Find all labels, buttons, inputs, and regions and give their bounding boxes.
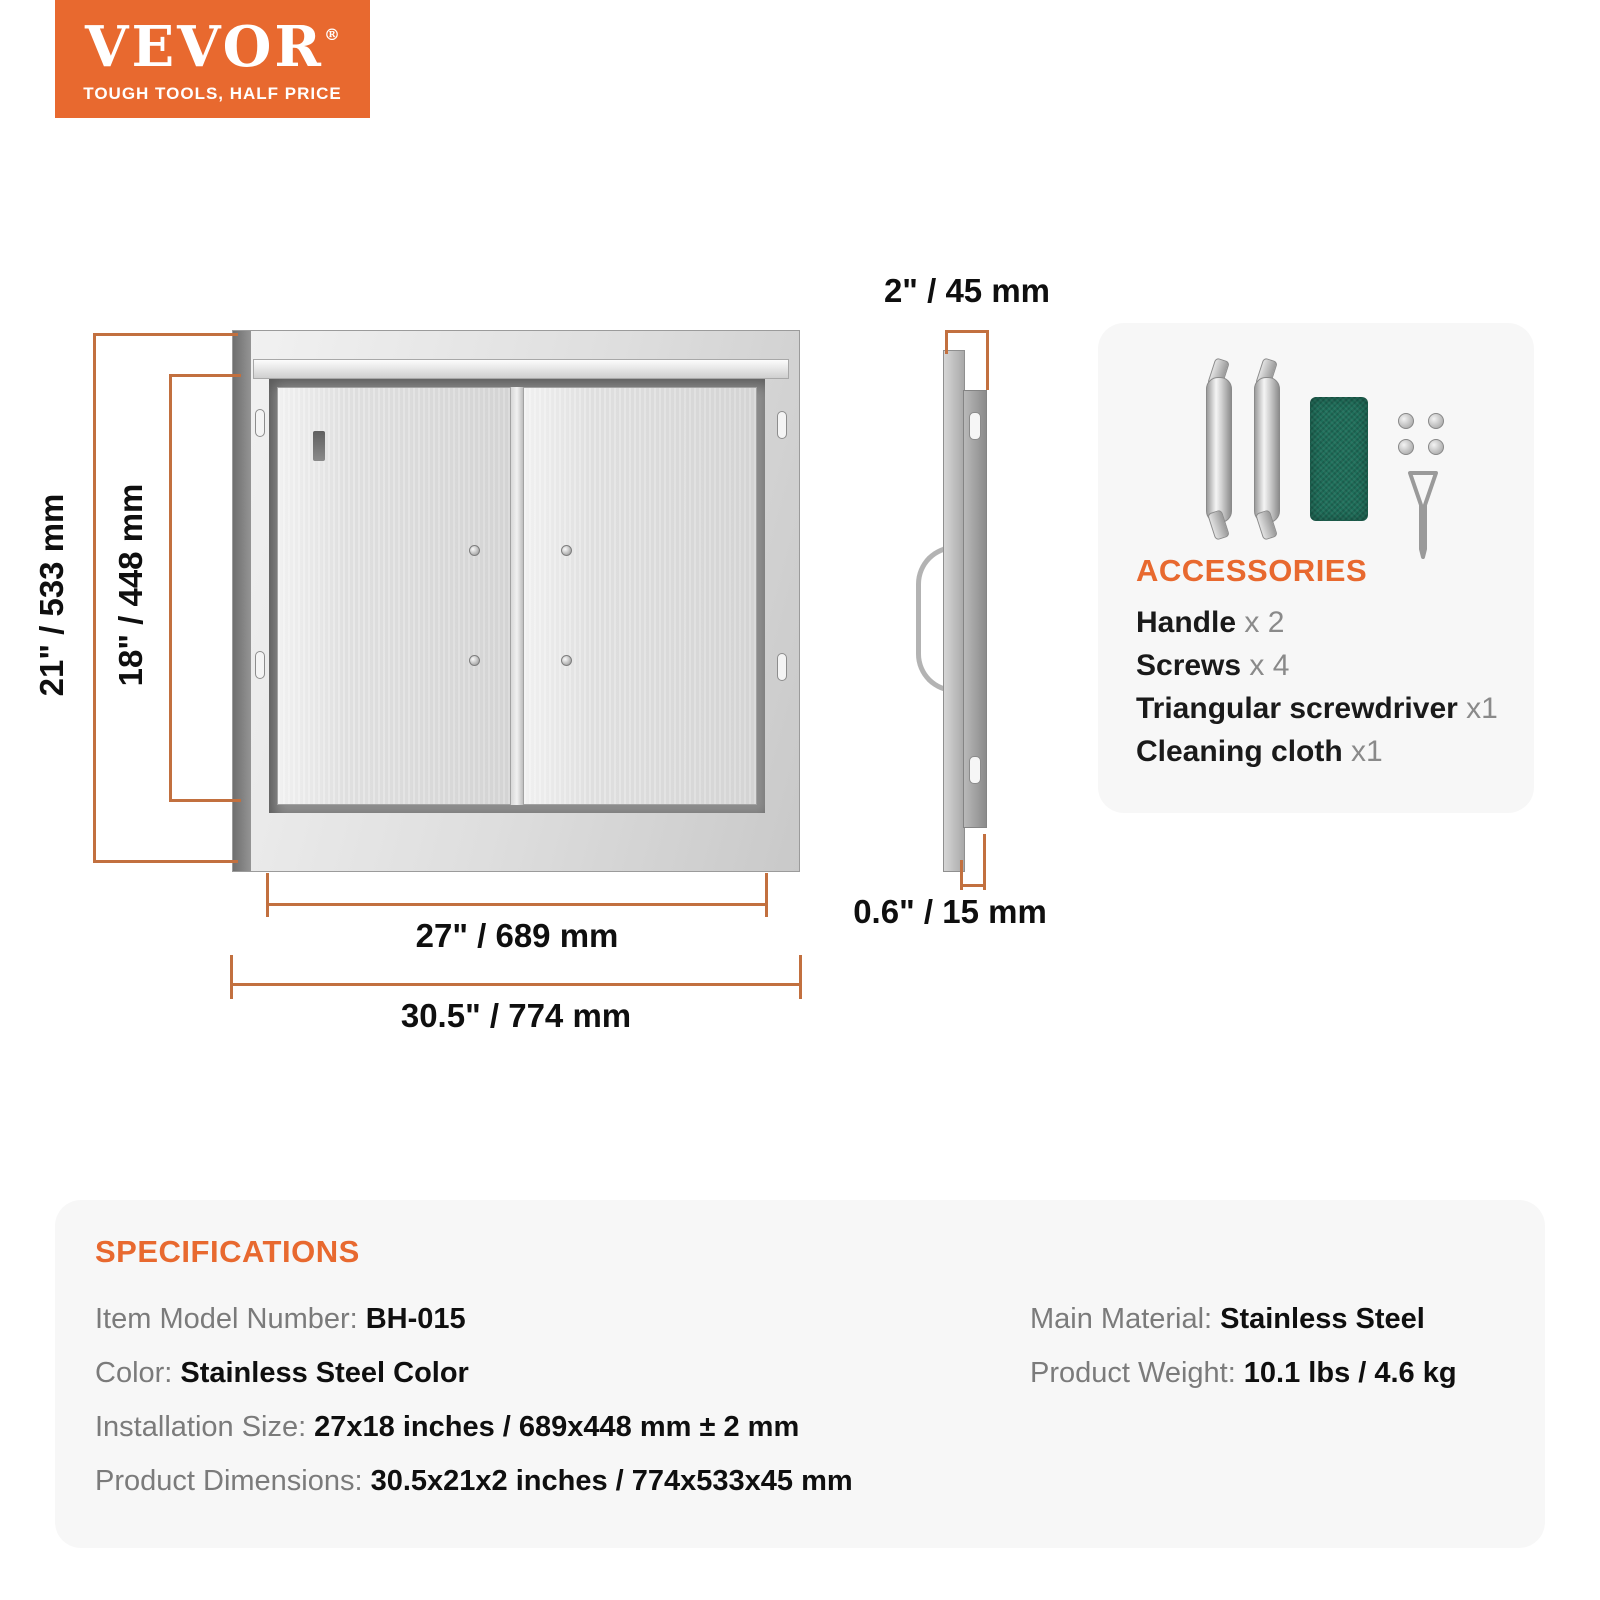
dim-label-depth: 2" / 45 mm xyxy=(883,272,1051,309)
accessories-heading: ACCESSORIES xyxy=(1136,553,1368,588)
door-hinge xyxy=(313,431,325,461)
door-screw xyxy=(469,545,480,556)
accessory-item xyxy=(1136,730,1514,773)
accessory-item xyxy=(1136,601,1514,644)
spec-value: 27x18 inches / 689x448 mm ± 2 mm xyxy=(314,1411,800,1443)
spec-label: Main Material: xyxy=(1030,1303,1213,1335)
door-screw xyxy=(561,545,572,556)
accessories-card xyxy=(1098,323,1534,813)
dim-label-inner-height: 18" / 448 mm xyxy=(112,483,149,687)
frame-slot-hole xyxy=(777,411,787,439)
spec-label: Product Weight: xyxy=(1030,1357,1236,1389)
handle-icon xyxy=(1250,361,1284,537)
spec-row xyxy=(95,1454,853,1508)
dim-line-outer-width xyxy=(230,983,802,986)
dim-line-inner-width xyxy=(266,903,768,906)
brand-name: VEVOR xyxy=(85,14,324,80)
spec-label: Color: xyxy=(95,1357,173,1389)
side-slot-hole xyxy=(969,756,981,784)
specifications-right-column xyxy=(1030,1292,1457,1400)
registered-mark-icon: ® xyxy=(323,25,340,44)
spec-value: BH-015 xyxy=(365,1303,466,1335)
dim-label-outer-height: 21" / 533 mm xyxy=(33,493,70,697)
frame-slot-hole xyxy=(255,651,265,679)
door-front-view-illustration xyxy=(232,330,800,872)
accessory-qty: x 4 xyxy=(1249,649,1290,682)
door-screw xyxy=(561,655,572,666)
dim-tick xyxy=(960,860,963,890)
door-panel-right xyxy=(523,387,757,805)
specifications-card xyxy=(55,1200,1545,1548)
side-flange xyxy=(943,350,965,872)
dim-tick xyxy=(765,873,768,917)
vevor-logo xyxy=(55,0,370,118)
accessory-name: Cleaning cloth xyxy=(1136,735,1343,768)
accessory-qty: x1 xyxy=(1351,735,1383,768)
spec-value: Stainless Steel Color xyxy=(180,1357,469,1389)
spec-row xyxy=(95,1292,853,1346)
side-slot-hole xyxy=(969,412,981,440)
spec-value: 10.1 lbs / 4.6 kg xyxy=(1243,1357,1457,1389)
dim-line-inner-height xyxy=(169,374,172,802)
door-top-rail xyxy=(253,359,789,379)
spec-row xyxy=(1030,1292,1457,1346)
door-left-edge xyxy=(233,331,251,871)
dim-tick xyxy=(169,799,241,802)
spec-row xyxy=(1030,1346,1457,1400)
door-screw xyxy=(469,655,480,666)
dim-tick xyxy=(266,873,269,917)
accessory-name: Handle xyxy=(1136,606,1237,639)
dim-label-inner-width: 27" / 689 mm xyxy=(415,917,619,954)
spec-label: Product Dimensions: xyxy=(95,1465,363,1497)
frame-slot-hole xyxy=(777,653,787,681)
dim-tick xyxy=(986,330,989,390)
accessory-name: Screws xyxy=(1136,649,1242,682)
cleaning-pad-icon xyxy=(1310,397,1368,521)
accessory-item xyxy=(1136,687,1514,730)
specifications-heading: SPECIFICATIONS xyxy=(95,1234,360,1269)
vevor-wordmark xyxy=(55,14,370,80)
triangular-screwdriver-icon xyxy=(1398,465,1448,561)
dim-line-depth xyxy=(945,330,989,333)
spec-value: Stainless Steel xyxy=(1220,1303,1425,1335)
spec-value: 30.5x21x2 inches / 774x533x45 mm xyxy=(370,1465,853,1497)
dim-tick xyxy=(93,860,238,863)
dim-line-outer-height xyxy=(93,333,96,863)
dim-tick xyxy=(230,955,233,999)
specifications-left-column xyxy=(95,1292,853,1508)
door-outer-frame xyxy=(232,330,800,872)
dim-label-outer-width: 30.5" / 774 mm xyxy=(400,997,632,1034)
accessory-name: Triangular screwdriver xyxy=(1136,692,1458,725)
brand-tagline: TOUGH TOOLS, HALF PRICE xyxy=(83,84,342,103)
door-recess xyxy=(269,379,765,813)
handle-icon xyxy=(1202,361,1236,537)
dim-tick xyxy=(169,374,241,377)
door-side-view-illustration xyxy=(940,350,1000,872)
spec-label: Item Model Number: xyxy=(95,1303,358,1335)
accessories-text xyxy=(1136,553,1514,773)
spec-label: Installation Size: xyxy=(95,1411,307,1443)
spec-row xyxy=(95,1346,853,1400)
dim-tick xyxy=(983,834,986,890)
dim-tick xyxy=(945,330,948,354)
door-center-stile xyxy=(511,387,523,805)
dim-tick xyxy=(93,333,238,336)
frame-slot-hole xyxy=(255,409,265,437)
accessory-item xyxy=(1136,644,1514,687)
spec-row xyxy=(95,1400,853,1454)
accessory-qty: x1 xyxy=(1466,692,1498,725)
dim-tick xyxy=(799,955,802,999)
dim-label-flange-thickness: 0.6" / 15 mm xyxy=(853,893,1047,930)
accessory-qty: x 2 xyxy=(1244,606,1285,639)
screws-icon xyxy=(1398,413,1450,459)
